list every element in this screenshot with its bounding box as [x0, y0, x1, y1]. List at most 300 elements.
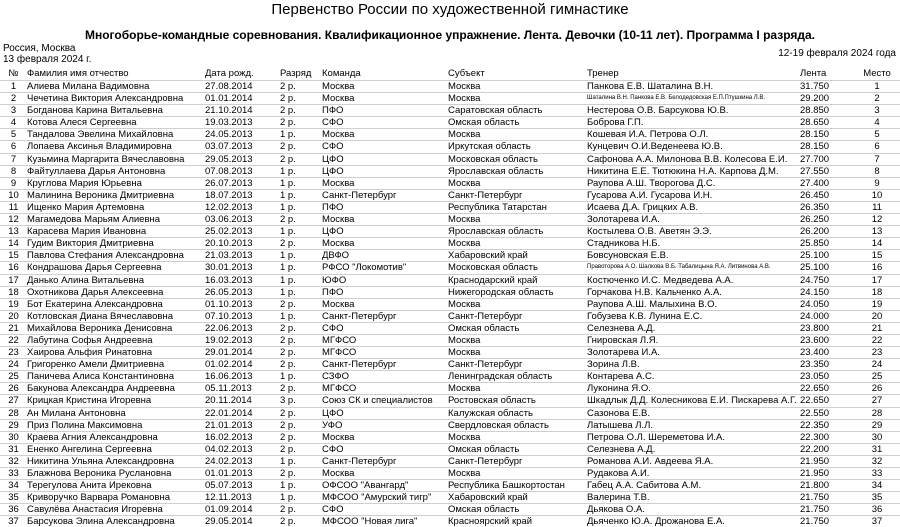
cell-birthdate: 01.02.2014	[205, 359, 280, 371]
cell-number: 2	[0, 93, 27, 105]
cell-region: Москва	[448, 298, 587, 310]
cell-rank-category: 2 р.	[280, 468, 322, 480]
cell-place: 20	[854, 310, 900, 322]
table-row	[0, 201, 900, 213]
location-text: Россия, Москва	[3, 43, 76, 54]
cell-place: 28	[854, 407, 900, 419]
cell-number: 19	[0, 298, 27, 310]
cell-coach: Петрова О.Л. Шереметова И.А.	[587, 431, 800, 443]
cell-coach: Габец А.А. Сабитова А.М.	[587, 480, 800, 492]
table-row	[0, 117, 900, 129]
cell-coach: Нестерова О.В. Барсукова Ю.В.	[587, 105, 800, 117]
cell-place: 18	[854, 286, 900, 298]
cell-coach: Никитина Е.Е. Тютюкина Н.А. Карпова Д.М.	[587, 165, 800, 177]
cell-region: Свердловская область	[448, 419, 587, 431]
cell-region: Москва	[448, 81, 587, 93]
cell-place: 12	[854, 214, 900, 226]
cell-coach: Валерина Т.В.	[587, 492, 800, 504]
cell-place: 15	[854, 250, 900, 262]
cell-rank-category: 1 р.	[280, 250, 322, 262]
cell-number: 21	[0, 322, 27, 334]
cell-name: Барсукова Элина Александровна	[27, 516, 205, 527]
cell-coach: Сафонова А.А. Милонова В.В. Колесова Е.И.	[587, 153, 800, 165]
cell-ribbon-score: 23.800	[800, 322, 854, 334]
cell-place: 33	[854, 468, 900, 480]
report-date: 13 февраля 2024 г.	[3, 54, 92, 65]
cell-coach: Селезнева А.Д.	[587, 322, 800, 334]
cell-number: 16	[0, 262, 27, 274]
cell-place: 29	[854, 419, 900, 431]
cell-ribbon-score: 28.150	[800, 129, 854, 141]
cell-number: 14	[0, 238, 27, 250]
cell-number: 29	[0, 419, 27, 431]
cell-region: Калужская область	[448, 407, 587, 419]
cell-team: МФСОО "Новая лига"	[322, 516, 448, 527]
cell-region: Санкт-Петербург	[448, 359, 587, 371]
cell-region: Республика Татарстан	[448, 201, 587, 213]
cell-name: Алиева Милана Вадимовна	[27, 81, 205, 93]
cell-ribbon-score: 22.650	[800, 383, 854, 395]
cell-birthdate: 26.05.2013	[205, 286, 280, 298]
cell-name: Крицкая Кристина Игоревна	[27, 395, 205, 407]
cell-region: Нижегородская область	[448, 286, 587, 298]
table-row	[0, 455, 900, 467]
cell-number: 33	[0, 468, 27, 480]
cell-place: 1	[854, 81, 900, 93]
cell-birthdate: 16.02.2013	[205, 431, 280, 443]
cell-place: 36	[854, 504, 900, 516]
cell-region: Санкт-Петербург	[448, 455, 587, 467]
cell-birthdate: 01.01.2013	[205, 468, 280, 480]
cell-birthdate: 21.01.2013	[205, 419, 280, 431]
cell-team: ДВФО	[322, 250, 448, 262]
cell-birthdate: 01.01.2014	[205, 93, 280, 105]
cell-ribbon-score: 26.450	[800, 189, 854, 201]
cell-coach: Дьякова О.А.	[587, 504, 800, 516]
cell-name: Терегулова Анита Ирековна	[27, 480, 205, 492]
cell-team: РФСО "Локомотив"	[322, 262, 448, 274]
cell-ribbon-score: 25.850	[800, 238, 854, 250]
table-row	[0, 93, 900, 105]
col-header-place: Место	[863, 68, 891, 79]
cell-rank-category: 2 р.	[280, 419, 322, 431]
cell-name: Павлова Стефания Александровна	[27, 250, 205, 262]
cell-place: 27	[854, 395, 900, 407]
cell-number: 9	[0, 177, 27, 189]
cell-rank-category: 1 р.	[280, 201, 322, 213]
cell-region: Москва	[448, 468, 587, 480]
cell-birthdate: 07.08.2013	[205, 165, 280, 177]
table-row	[0, 286, 900, 298]
cell-team: Москва	[322, 129, 448, 141]
cell-name: Лопаева Аксинья Владимировна	[27, 141, 205, 153]
cell-coach: Контарева А.С.	[587, 371, 800, 383]
cell-coach: Панкова Е.В. Шаталина В.Н.	[587, 81, 800, 93]
cell-team: МФСОО "Амурский тигр"	[322, 492, 448, 504]
cell-coach: Рудакова А.И.	[587, 468, 800, 480]
cell-coach: Дьяченко Ю.А. Дрожанова Е.А.	[587, 516, 800, 527]
cell-number: 4	[0, 117, 27, 129]
cell-number: 31	[0, 443, 27, 455]
cell-rank-category: 2 р.	[280, 93, 322, 105]
cell-place: 9	[854, 177, 900, 189]
cell-name: Блажнова Вероника Руслановна	[27, 468, 205, 480]
cell-coach: Костюченко И.С. Медведева А.А.	[587, 274, 800, 286]
cell-name: Ененко Ангелина Сергеевна	[27, 443, 205, 455]
table-row	[0, 334, 900, 346]
cell-team: ПФО	[322, 105, 448, 117]
table-row	[0, 105, 900, 117]
cell-place: 10	[854, 189, 900, 201]
cell-name: Охотникова Дарья Алексеевна	[27, 286, 205, 298]
cell-ribbon-score: 31.750	[800, 81, 854, 93]
cell-rank-category: 2 р.	[280, 347, 322, 359]
cell-team: СФО	[322, 504, 448, 516]
table-row	[0, 359, 900, 371]
cell-team: Москва	[322, 468, 448, 480]
cell-number: 6	[0, 141, 27, 153]
cell-birthdate: 07.10.2013	[205, 310, 280, 322]
cell-region: Москва	[448, 129, 587, 141]
cell-region: Москва	[448, 347, 587, 359]
col-header-rank-category: Разряд	[280, 68, 312, 79]
cell-birthdate: 01.10.2013	[205, 298, 280, 310]
cell-name: Гудим Виктория Дмитриевна	[27, 238, 205, 250]
cell-rank-category: 1 р.	[280, 455, 322, 467]
cell-number: 34	[0, 480, 27, 492]
cell-rank-category: 2 р.	[280, 383, 322, 395]
cell-place: 11	[854, 201, 900, 213]
col-header-coach: Тренер	[587, 68, 619, 79]
cell-coach: Шкадлык Д.Д. Колесникова Е.И. Пискарева А.Г.	[587, 395, 800, 407]
cell-number: 22	[0, 334, 27, 346]
cell-coach: Кошевая И.А. Петрова О.Л.	[587, 129, 800, 141]
cell-ribbon-score: 22.650	[800, 395, 854, 407]
cell-name: Хаирова Альфия Ринатовна	[27, 347, 205, 359]
cell-rank-category: 2 р.	[280, 238, 322, 250]
cell-rank-category: 1 р.	[280, 274, 322, 286]
cell-number: 8	[0, 165, 27, 177]
cell-place: 7	[854, 153, 900, 165]
cell-birthdate: 30.01.2013	[205, 262, 280, 274]
cell-coach: Горчакова Н.В. Кальченко А.А.	[587, 286, 800, 298]
cell-coach: Зорина Л.В.	[587, 359, 800, 371]
cell-name: Данько Алина Витальевна	[27, 274, 205, 286]
cell-birthdate: 22.06.2013	[205, 322, 280, 334]
cell-ribbon-score: 29.200	[800, 93, 854, 105]
cell-name: Михайлова Вероника Денисовна	[27, 322, 205, 334]
cell-region: Москва	[448, 177, 587, 189]
cell-ribbon-score: 27.400	[800, 177, 854, 189]
cell-region: Москва	[448, 431, 587, 443]
cell-region: Омская область	[448, 504, 587, 516]
cell-name: Паничева Алиса Константиновна	[27, 371, 205, 383]
cell-birthdate: 24.05.2013	[205, 129, 280, 141]
cell-team: ПФО	[322, 286, 448, 298]
cell-rank-category: 2 р.	[280, 407, 322, 419]
cell-birthdate: 22.01.2014	[205, 407, 280, 419]
cell-place: 14	[854, 238, 900, 250]
cell-ribbon-score: 28.150	[800, 141, 854, 153]
table-row	[0, 262, 900, 274]
cell-number: 24	[0, 359, 27, 371]
cell-coach: Гусарова А.И. Гусарова И.Н.	[587, 189, 800, 201]
cell-rank-category: 3 р.	[280, 395, 322, 407]
cell-team: Союз СК и специалистов	[322, 395, 448, 407]
cell-ribbon-score: 22.300	[800, 431, 854, 443]
cell-ribbon-score: 23.350	[800, 359, 854, 371]
col-header-ribbon-score: Лента	[800, 68, 827, 79]
cell-coach: Романова А.И. Авдеева Я.А.	[587, 455, 800, 467]
cell-team: Москва	[322, 238, 448, 250]
cell-region: Москва	[448, 383, 587, 395]
cell-place: 32	[854, 455, 900, 467]
cell-team: ЦФО	[322, 165, 448, 177]
cell-region: Омская область	[448, 322, 587, 334]
cell-rank-category: 2 р.	[280, 334, 322, 346]
cell-team: Москва	[322, 298, 448, 310]
cell-name: Краева Агния Александровна	[27, 431, 205, 443]
cell-ribbon-score: 21.750	[800, 516, 854, 527]
table-row	[0, 504, 900, 516]
cell-region: Ярославская область	[448, 226, 587, 238]
cell-number: 26	[0, 383, 27, 395]
cell-ribbon-score: 23.400	[800, 347, 854, 359]
cell-number: 18	[0, 286, 27, 298]
cell-birthdate: 20.10.2013	[205, 238, 280, 250]
cell-team: УФО	[322, 419, 448, 431]
table-row	[0, 177, 900, 189]
cell-number: 37	[0, 516, 27, 527]
cell-coach: Луконина Я.О.	[587, 383, 800, 395]
table-row	[0, 431, 900, 443]
cell-team: ЦФО	[322, 153, 448, 165]
cell-coach: Гнировская Л.Я.	[587, 334, 800, 346]
cell-name: Бакунова Александра Андреевна	[27, 383, 205, 395]
cell-name: Кузьмина Маргарита Вячеславовна	[27, 153, 205, 165]
cell-coach: Исаева Д.А. Грицких А.В.	[587, 201, 800, 213]
cell-birthdate: 25.02.2013	[205, 226, 280, 238]
cell-name: Малинина Вероника Дмитриевна	[27, 189, 205, 201]
cell-place: 13	[854, 226, 900, 238]
col-header-team: Команда	[322, 68, 361, 79]
cell-name: Кондрашова Дарья Сергеевна	[27, 262, 205, 274]
cell-place: 23	[854, 347, 900, 359]
cell-name: Григоренко Амели Дмитриевна	[27, 359, 205, 371]
cell-region: Московская область	[448, 262, 587, 274]
cell-number: 3	[0, 105, 27, 117]
cell-rank-category: 1 р.	[280, 226, 322, 238]
cell-name: Ищенко Мария Артемовна	[27, 201, 205, 213]
cell-region: Москва	[448, 334, 587, 346]
cell-coach: Стадникова Н.Б.	[587, 238, 800, 250]
cell-region: Москва	[448, 93, 587, 105]
cell-name: Савулёва Анастасия Игоревна	[27, 504, 205, 516]
cell-birthdate: 24.02.2013	[205, 455, 280, 467]
cell-birthdate: 19.03.2013	[205, 117, 280, 129]
cell-name: Приз Полина Максимовна	[27, 419, 205, 431]
cell-birthdate: 29.05.2014	[205, 516, 280, 527]
cell-name: Тандалова Эвелина Михайловна	[27, 129, 205, 141]
cell-name: Котловская Диана Вячеславовна	[27, 310, 205, 322]
cell-place: 4	[854, 117, 900, 129]
cell-coach: Золотарева И.А.	[587, 214, 800, 226]
cell-region: Москва	[448, 238, 587, 250]
cell-name: Круглова Мария Юрьевна	[27, 177, 205, 189]
results-table	[0, 67, 900, 527]
cell-number: 5	[0, 129, 27, 141]
cell-region: Омская область	[448, 117, 587, 129]
cell-name: Лабутина Софья Андреевна	[27, 334, 205, 346]
cell-rank-category: 2 р.	[280, 516, 322, 527]
cell-team: Санкт-Петербург	[322, 359, 448, 371]
table-row	[0, 238, 900, 250]
cell-region: Хабаровский край	[448, 492, 587, 504]
cell-place: 35	[854, 492, 900, 504]
table-row	[0, 226, 900, 238]
cell-team: Москва	[322, 177, 448, 189]
cell-birthdate: 04.02.2013	[205, 443, 280, 455]
cell-number: 32	[0, 455, 27, 467]
table-row	[0, 443, 900, 455]
cell-team: СЗФО	[322, 371, 448, 383]
cell-region: Санкт-Петербург	[448, 310, 587, 322]
cell-number: 7	[0, 153, 27, 165]
cell-place: 2	[854, 93, 900, 105]
cell-ribbon-score: 26.250	[800, 214, 854, 226]
cell-team: ЦФО	[322, 407, 448, 419]
cell-region: Саратовская область	[448, 105, 587, 117]
cell-rank-category: 2 р.	[280, 443, 322, 455]
cell-rank-category: 2 р.	[280, 504, 322, 516]
cell-rank-category: 2 р.	[280, 359, 322, 371]
cell-region: Краснoярский край	[448, 516, 587, 527]
page-title: Первенство России по художественной гимнастике	[271, 1, 629, 18]
cell-place: 25	[854, 371, 900, 383]
cell-team: Санкт-Петербург	[322, 189, 448, 201]
cell-region: Санкт-Петербург	[448, 189, 587, 201]
table-row	[0, 81, 900, 93]
cell-birthdate: 26.07.2013	[205, 177, 280, 189]
cell-rank-category: 1 р.	[280, 129, 322, 141]
cell-name: Богданова Карина Витальевна	[27, 105, 205, 117]
cell-rank-category: 1 р.	[280, 165, 322, 177]
table-row	[0, 274, 900, 286]
cell-name: Бот Екатерина Александровна	[27, 298, 205, 310]
cell-place: 31	[854, 443, 900, 455]
cell-place: 34	[854, 480, 900, 492]
table-header-row	[0, 67, 900, 81]
cell-ribbon-score: 27.550	[800, 165, 854, 177]
cell-ribbon-score: 24.750	[800, 274, 854, 286]
cell-rank-category: 2 р.	[280, 322, 322, 334]
cell-rank-category: 1 р.	[280, 371, 322, 383]
cell-ribbon-score: 25.100	[800, 262, 854, 274]
cell-ribbon-score: 24.000	[800, 310, 854, 322]
cell-number: 12	[0, 214, 27, 226]
cell-region: Московская область	[448, 153, 587, 165]
table-row	[0, 165, 900, 177]
table-row	[0, 214, 900, 226]
table-row	[0, 347, 900, 359]
cell-rank-category: 1 р.	[280, 492, 322, 504]
table-row	[0, 480, 900, 492]
table-row	[0, 419, 900, 431]
cell-place: 21	[854, 322, 900, 334]
col-header-region: Субъект	[448, 68, 485, 79]
cell-coach: Бовсуновская Е.В.	[587, 250, 800, 262]
cell-birthdate: 12.11.2013	[205, 492, 280, 504]
cell-region: Иркутская область	[448, 141, 587, 153]
cell-ribbon-score: 22.350	[800, 419, 854, 431]
cell-number: 30	[0, 431, 27, 443]
cell-birthdate: 18.07.2013	[205, 189, 280, 201]
cell-birthdate: 19.02.2013	[205, 334, 280, 346]
cell-name: Котова Алеся Сергеевна	[27, 117, 205, 129]
cell-number: 28	[0, 407, 27, 419]
cell-rank-category: 2 р.	[280, 105, 322, 117]
cell-team: ЦФО	[322, 226, 448, 238]
table-row	[0, 298, 900, 310]
cell-rank-category: 2 р.	[280, 141, 322, 153]
cell-ribbon-score: 21.750	[800, 492, 854, 504]
table-row	[0, 407, 900, 419]
table-row	[0, 141, 900, 153]
cell-place: 3	[854, 105, 900, 117]
table-row	[0, 468, 900, 480]
cell-number: 15	[0, 250, 27, 262]
cell-coach: Золотарева И.А.	[587, 347, 800, 359]
cell-region: Омская область	[448, 443, 587, 455]
cell-birthdate: 29.01.2014	[205, 347, 280, 359]
table-row	[0, 129, 900, 141]
table-row	[0, 395, 900, 407]
cell-place: 24	[854, 359, 900, 371]
cell-name: Чечетина Виктория Александровна	[27, 93, 205, 105]
table-row	[0, 322, 900, 334]
cell-region: Москва	[448, 214, 587, 226]
cell-number: 35	[0, 492, 27, 504]
cell-birthdate: 16.03.2013	[205, 274, 280, 286]
cell-ribbon-score: 21.950	[800, 468, 854, 480]
cell-team: Санкт-Петербург	[322, 310, 448, 322]
cell-number: 1	[0, 81, 27, 93]
cell-ribbon-score: 25.100	[800, 250, 854, 262]
cell-region: Хабаровский край	[448, 250, 587, 262]
cell-birthdate: 05.07.2013	[205, 480, 280, 492]
cell-rank-category: 2 р.	[280, 153, 322, 165]
cell-number: 13	[0, 226, 27, 238]
cell-rank-category: 2 р.	[280, 214, 322, 226]
cell-number: 11	[0, 201, 27, 213]
cell-coach: Раупова А.Ш. Малыхина В.О.	[587, 298, 800, 310]
cell-rank-category: 1 р.	[280, 286, 322, 298]
cell-place: 26	[854, 383, 900, 395]
cell-birthdate: 12.02.2013	[205, 201, 280, 213]
cell-coach: Правоторова А.О. Шалкова В.Б. Табалицына Я.А. Литвинова А.В.	[587, 262, 800, 274]
cell-team: ОФСОО "Авангард"	[322, 480, 448, 492]
cell-place: 6	[854, 141, 900, 153]
cell-ribbon-score: 24.050	[800, 298, 854, 310]
cell-rank-category: 1 р.	[280, 177, 322, 189]
cell-coach: Селезнева А.Д.	[587, 443, 800, 455]
cell-region: Ленинградская область	[448, 371, 587, 383]
cell-team: ЮФО	[322, 274, 448, 286]
cell-place: 17	[854, 274, 900, 286]
cell-coach: Костылева О.В. Аветян Э.Э.	[587, 226, 800, 238]
cell-birthdate: 05.11.2013	[205, 383, 280, 395]
cell-place: 22	[854, 334, 900, 346]
